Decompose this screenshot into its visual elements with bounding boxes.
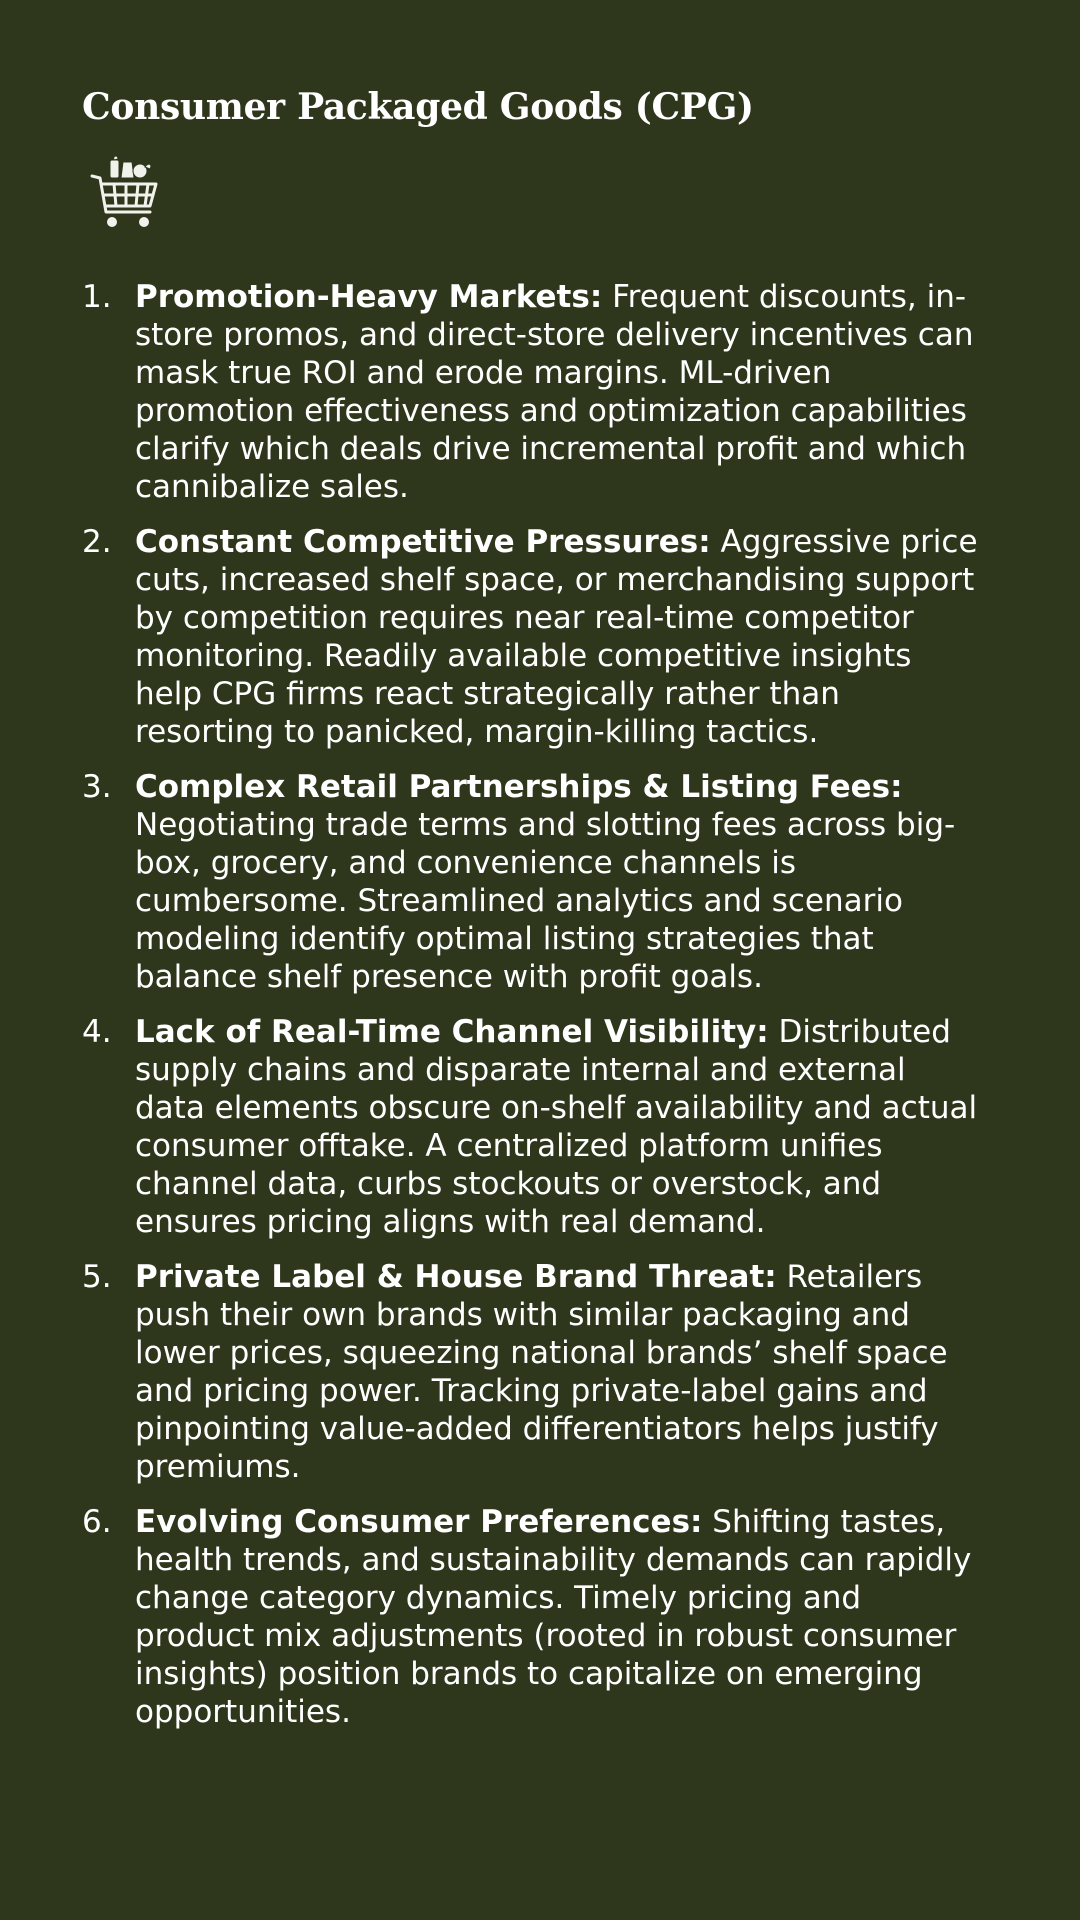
page-title: Consumer Packaged Goods (CPG) (82, 86, 754, 128)
list-item-number: 2. (82, 524, 112, 560)
list-item-text: Frequent discounts, in-store promos, and direct-store delivery incentives can mask true ROI and erode margins. ML-driven promotion effectiveness and optimization capabilities clarify which deals drive incremental profit and which cannibalize sales. (135, 279, 974, 505)
list-item-text: Shifting tastes, health trends, and sustainability demands can rapidly change category dynamics. Timely pricing and product mix adjustments (rooted in robust consumer insights) position brands to capitalize on emerging opportunities. (135, 1504, 972, 1730)
list-item-heading: Private Label & House Brand Threat: (135, 1259, 777, 1295)
list-item-heading: Evolving Consumer Preferences: (135, 1504, 703, 1540)
list-item-body (135, 1013, 980, 1241)
list-item (82, 1013, 980, 1241)
list-item-text: Aggressive price cuts, increased shelf space, or merchandising support by competition requires near real-time competitor monitoring. Readily available competitive insights help CPG firms react strategically rather than resorting to panicked, margin-killing tactics. (135, 524, 978, 750)
list-item-number: 3. (82, 769, 112, 805)
list-item-number: 5. (82, 1259, 112, 1295)
list-item-text: Distributed supply chains and disparate internal and external data elements obscure on-shelf availability and actual consumer offtake. A centralized platform unifies channel data, curbs stockouts or overstock, and ensures pricing aligns with real demand. (135, 1014, 978, 1240)
list-item (82, 523, 980, 751)
list-item (82, 768, 980, 996)
list-item (82, 278, 980, 506)
list-item-body (135, 1258, 980, 1486)
shopping-cart-icon (90, 154, 162, 234)
list-item-number: 1. (82, 279, 112, 315)
list-item-body (135, 278, 980, 506)
list-item-heading: Lack of Real-Time Channel Visibility: (135, 1014, 769, 1050)
list-item-number: 4. (82, 1014, 112, 1050)
list-item-number: 6. (82, 1504, 112, 1540)
list-item-heading: Constant Competitive Pressures: (135, 524, 711, 560)
list-item-text: Negotiating trade terms and slotting fees across big-box, grocery, and convenience channels is cumbersome. Streamlined analytics and scenario modeling identify optimal listing strategies that balance shelf presence with profit goals. (135, 807, 956, 995)
list-item-body (135, 768, 980, 996)
list-item-heading: Promotion-Heavy Markets: (135, 279, 603, 315)
list-item-body (135, 1503, 980, 1731)
list-item (82, 1258, 980, 1486)
list-item-text: Retailers push their own brands with similar packaging and lower prices, squeezing national brands’ shelf space and pricing power. Tracking private-label gains and pinpointing value-added differentiators helps justify premiums. (135, 1259, 948, 1485)
list-item-body (135, 523, 980, 751)
challenge-list (82, 278, 980, 1731)
list-item-heading: Complex Retail Partnerships & Listing Fees: (135, 769, 903, 805)
list-item (82, 1503, 980, 1731)
